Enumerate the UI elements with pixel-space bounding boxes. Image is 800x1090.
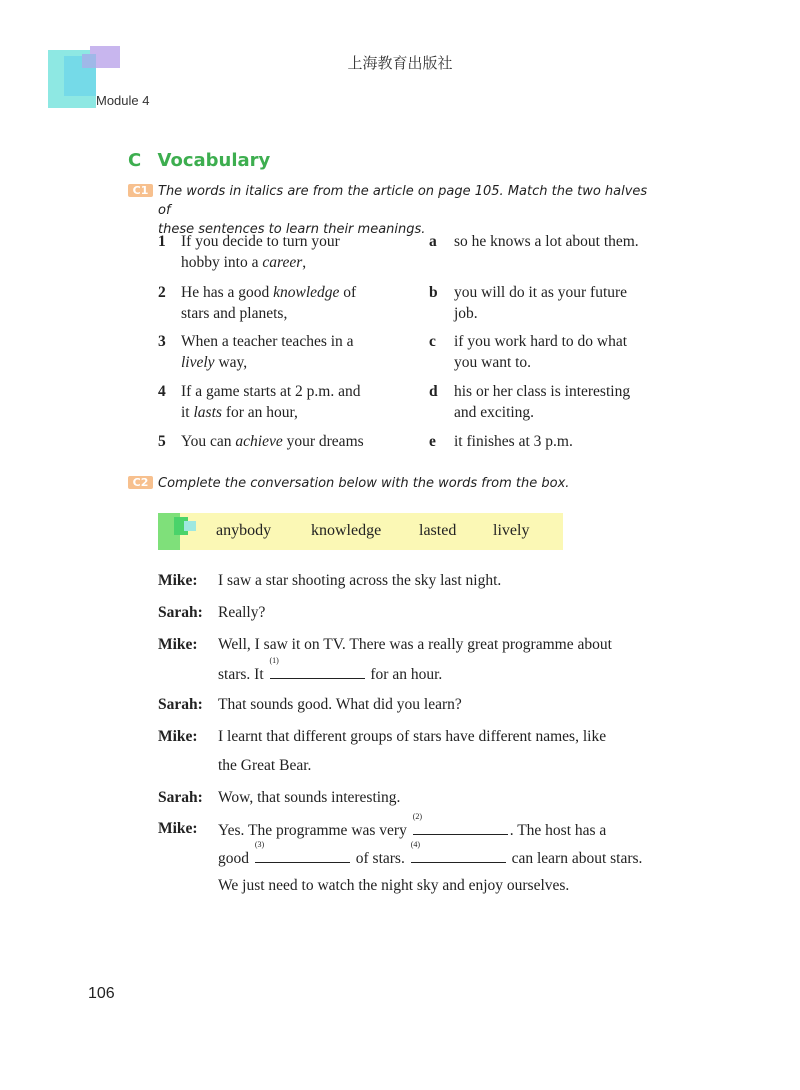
italic-word: knowledge bbox=[273, 284, 340, 301]
section-title bbox=[128, 150, 270, 171]
text-part: way, bbox=[214, 354, 248, 371]
text-line: you want to. bbox=[454, 354, 532, 371]
item-text bbox=[181, 431, 411, 452]
blank-2[interactable] bbox=[412, 812, 508, 835]
text-part: He has a good bbox=[181, 284, 274, 301]
blank-1[interactable] bbox=[269, 656, 365, 679]
text-part: If you decide to turn your bbox=[181, 233, 340, 250]
dialogue-line: I learnt that different groups of stars have different names, like bbox=[218, 728, 607, 745]
text-part: . The host has a bbox=[509, 822, 607, 839]
blank-number: (2) bbox=[412, 812, 423, 821]
item-text bbox=[181, 282, 411, 324]
speaker-name: Mike: bbox=[158, 636, 198, 653]
c1-instruction-line: these sentences to learn their meanings. bbox=[158, 222, 426, 237]
box-word: anybody bbox=[216, 522, 272, 539]
text-part: hobby into a bbox=[181, 254, 263, 271]
item-letter: a bbox=[429, 233, 437, 250]
text-part: for an hour. bbox=[366, 666, 443, 683]
text-line: if you work hard to do what bbox=[454, 333, 628, 350]
italic-word: lively bbox=[181, 354, 215, 371]
dialogue-line: That sounds good. What did you learn? bbox=[218, 696, 462, 713]
text-part: your dreams bbox=[282, 433, 364, 450]
text-part: Yes. The programme was very bbox=[218, 822, 411, 839]
dialogue-line-with-blank bbox=[218, 840, 643, 868]
text-line: you will do it as your future bbox=[454, 284, 628, 301]
text-part: stars and planets, bbox=[181, 305, 288, 322]
item-number: 2 bbox=[158, 284, 166, 301]
dialogue-line: Well, I saw it on TV. There was a really great programme about bbox=[218, 636, 612, 653]
text-part: You can bbox=[181, 433, 236, 450]
page-number: 106 bbox=[88, 985, 115, 1002]
dialogue-line: I saw a star shooting across the sky last night. bbox=[218, 572, 502, 589]
blank-4[interactable] bbox=[410, 840, 506, 863]
c1-tag: C1 bbox=[128, 184, 153, 197]
text-part: good bbox=[218, 850, 253, 867]
section-name: Vocabulary bbox=[157, 150, 271, 171]
text-part: of bbox=[339, 284, 357, 301]
text-part: of stars. bbox=[351, 850, 409, 867]
publisher-name: 上海教育出版社 bbox=[347, 54, 453, 72]
text-part: If a game starts at 2 p.m. and bbox=[181, 383, 361, 400]
c2-instruction: Complete the conversation below with the words from the box. bbox=[158, 476, 570, 491]
item-text bbox=[181, 331, 411, 373]
item-letter: e bbox=[429, 433, 436, 450]
text-part: When a teacher teaches in a bbox=[181, 333, 354, 350]
item-letter: b bbox=[429, 284, 438, 301]
speaker-name: Mike: bbox=[158, 572, 198, 589]
item-letter: c bbox=[429, 333, 436, 350]
text-part: for an hour, bbox=[221, 404, 298, 421]
box-word: lasted bbox=[419, 522, 457, 539]
text-part: stars. It bbox=[218, 666, 268, 683]
dialogue-line: the Great Bear. bbox=[218, 757, 312, 774]
text-line: and exciting. bbox=[454, 404, 535, 421]
c1-instruction-line: The words in italics are from the article on page 105. Match the two halves of bbox=[158, 184, 648, 218]
section-letter: C bbox=[128, 150, 142, 171]
text-part: , bbox=[302, 254, 307, 271]
text-line: job. bbox=[454, 305, 478, 322]
item-text bbox=[454, 431, 694, 452]
item-text bbox=[454, 282, 694, 324]
text-line: so he knows a lot about them. bbox=[454, 233, 639, 250]
item-letter: d bbox=[429, 383, 438, 400]
module-label: Module 4 bbox=[96, 93, 150, 108]
text-line: his or her class is interesting bbox=[454, 383, 631, 400]
item-number: 1 bbox=[158, 233, 166, 250]
item-number: 5 bbox=[158, 433, 166, 450]
item-text bbox=[454, 381, 694, 423]
item-text bbox=[454, 231, 694, 252]
text-line: it finishes at 3 p.m. bbox=[454, 433, 573, 450]
blank-number: (3) bbox=[254, 840, 265, 849]
item-text bbox=[454, 331, 694, 373]
text-part: it bbox=[181, 404, 194, 421]
speaker-name: Sarah: bbox=[158, 696, 203, 713]
item-text bbox=[181, 381, 411, 423]
item-text bbox=[181, 231, 411, 273]
italic-word: lasts bbox=[193, 404, 222, 421]
dialogue-line: We just need to watch the night sky and enjoy ourselves. bbox=[218, 877, 570, 894]
dialogue-line: Wow, that sounds interesting. bbox=[218, 789, 401, 806]
box-decoration bbox=[158, 513, 200, 550]
c2-tag: C2 bbox=[128, 476, 153, 489]
dialogue-line-with-blank bbox=[218, 812, 607, 840]
blank-number: (1) bbox=[269, 656, 279, 665]
text-part: can learn about stars. bbox=[507, 850, 643, 867]
italic-word: achieve bbox=[235, 433, 283, 450]
speaker-name: Mike: bbox=[158, 728, 198, 745]
item-number: 4 bbox=[158, 383, 166, 400]
dialogue-line-with-blank bbox=[218, 656, 443, 684]
blank-number: (4) bbox=[410, 840, 421, 849]
box-word: knowledge bbox=[311, 522, 382, 539]
speaker-name: Mike: bbox=[158, 820, 198, 837]
word-box bbox=[158, 513, 563, 550]
box-word: lively bbox=[493, 522, 530, 539]
blank-3[interactable] bbox=[254, 840, 350, 863]
speaker-name: Sarah: bbox=[158, 604, 203, 621]
italic-word: career bbox=[262, 254, 303, 271]
speaker-name: Sarah: bbox=[158, 789, 203, 806]
item-number: 3 bbox=[158, 333, 166, 350]
dialogue-line: Really? bbox=[218, 604, 266, 621]
